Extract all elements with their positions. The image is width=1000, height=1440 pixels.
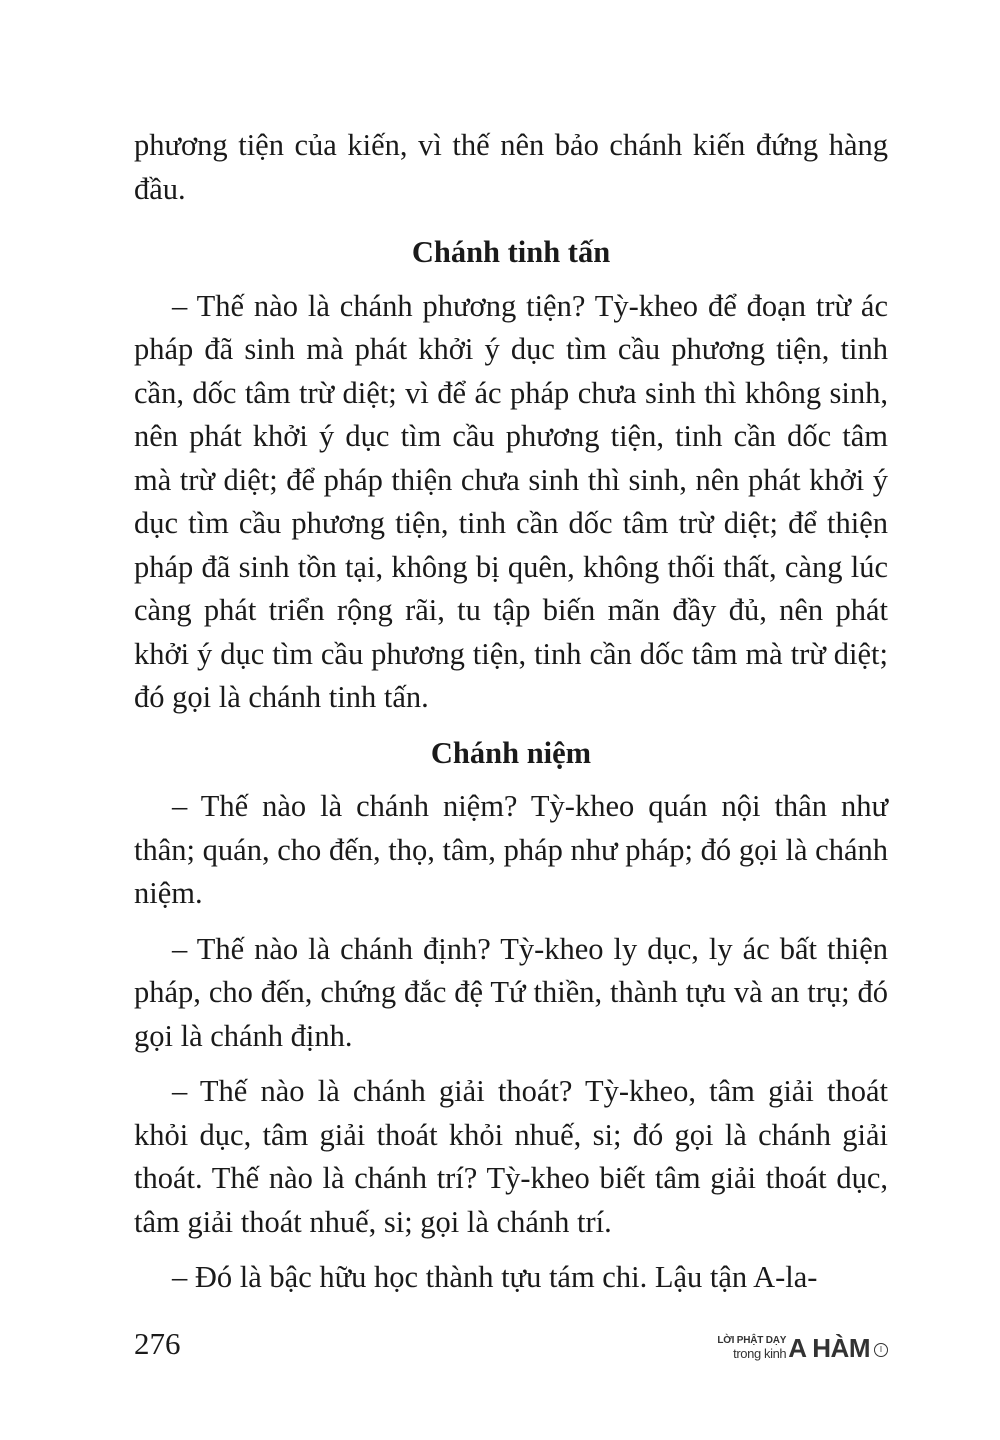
page-body [134,124,888,1312]
paragraph-chanh-dinh: – Thế nào là chánh định? Tỳ-kheo ly dục, ly ác bất thiện pháp, cho đến, chứng đắc đệ Tứ thiền, thành tựu và an trụ; đó gọi là chánh định. [134,931,888,1053]
page-number: 276 [134,1326,181,1361]
logo-subtitle [717,1336,786,1360]
book-title-logo [717,1328,888,1363]
logo-main-title: A HÀM [788,1333,870,1363]
section-heading-chanh-tinh-tan: Chánh tinh tấn [411,235,611,269]
logo-line-top: LỜI PHẬT DẠY [717,1335,787,1346]
section-heading-chanh-niem: Chánh niệm [430,735,592,770]
intro-paragraph: phương tiện của kiến, vì thế nên bảo chánh kiến đứng hàng đầu. [134,128,888,206]
paragraph-chanh-niem: – Thế nào là chánh niệm? Tỳ-kheo quán nội thân như thân; quán, cho đến, thọ, tâm, pháp như pháp; đó gọi là chánh niệm. [134,789,888,910]
volume-badge: I [874,1343,888,1357]
paragraph-chanh-tinh-tan: – Thế nào là chánh phương tiện? Tỳ-kheo để đoạn trừ ác pháp đã sinh mà phát khởi ý dục tìm cầu phương tiện, tinh cần, dốc tâm trừ diệt; vì để ác pháp chưa sinh thì không sinh, nên phát khởi ý dục tìm cầu phương tiện, tinh cần dốc tâm mà trừ diệt; để pháp thiện chưa sinh thì sinh, nên phát khởi ý dục tìm cầu phương tiện, tinh cần dốc tâm trừ diệt; để thiện pháp đã sinh tồn tại, không bị quên, không thối thất, càng lúc càng phát triển rộng rãi, tu tập biến mãn đầy đủ, nên phát khởi ý dục tìm cầu phương tiện, tinh cần dốc tâm mà trừ diệt; đó gọi là chánh tinh tấn. [134,288,888,714]
paragraph-chanh-giai-thoat: – Thế nào là chánh giải thoát? Tỳ-kheo, tâm giải thoát khỏi dục, tâm giải thoát khỏi nhuế, si; đó gọi là chánh giải thoát. Thế nào là chánh trí? Tỳ-kheo biết tâm giải thoát dục, tâm giải thoát nhuế, si; gọi là chánh trí. [134,1074,888,1239]
page-footer [134,1322,888,1366]
paragraph-huu-hoc: – Đó là bậc hữu học thành tựu tám chi. Lậu tận A-la- [172,1260,818,1294]
logo-line-bottom: trong kinh [733,1346,787,1361]
